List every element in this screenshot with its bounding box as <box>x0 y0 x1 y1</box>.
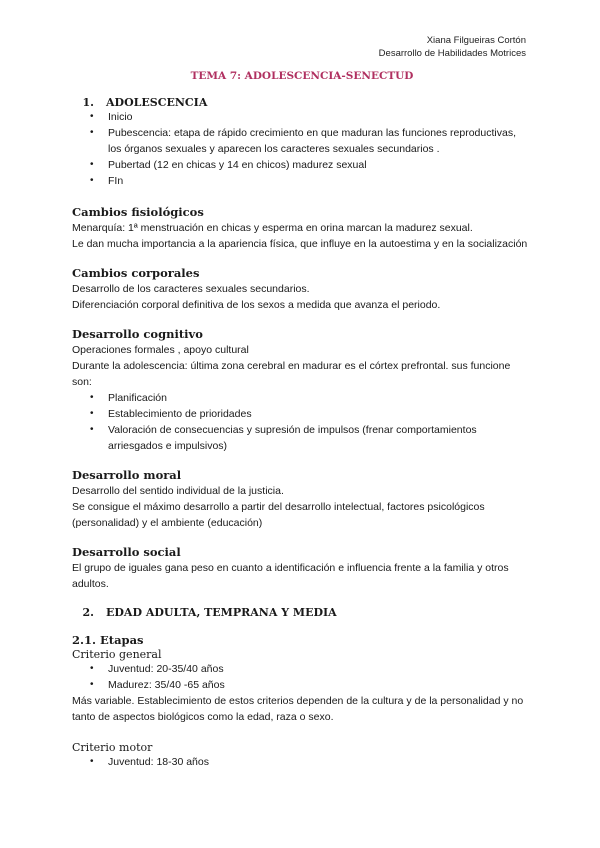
paragraph: Le dan mucha importancia a la apariencia física, que influye en la autoestima y en la socialización <box>72 238 528 250</box>
criterio-general-list <box>72 661 532 693</box>
cognitivo-list <box>72 390 532 454</box>
subject-name: Desarrollo de Habilidades Motrices <box>378 48 526 59</box>
list-item: • Inicio <box>72 109 532 125</box>
section-2-number: 2. <box>82 606 94 619</box>
section-2-heading <box>72 606 532 619</box>
list-item: • Planificación <box>72 390 532 406</box>
moral-heading: Desarrollo moral <box>72 468 182 482</box>
paragraph: Operaciones formales , apoyo cultural <box>72 344 249 356</box>
paragraph: Desarrollo del sentido individual de la justicia. <box>72 485 284 497</box>
section-1-title: ADOLESCENCIA <box>106 96 208 109</box>
page-header <box>379 34 526 60</box>
cognitivo-heading: Desarrollo cognitivo <box>72 327 203 341</box>
paragraph: Menarquía: 1ª menstruación en chicas y esperma en orina marcan la madurez sexual. <box>72 222 473 234</box>
list-item: • Juventud: 20-35/40 años <box>72 661 532 677</box>
list-item: • FIn <box>72 173 532 189</box>
list-item: • Pubescencia: etapa de rápido crecimiento en que maduran las funciones reproductivas, los órganos sexuales y aparecen los caracteres sexuales secundarios . <box>72 125 532 157</box>
author-name: Xiana Filgueiras Cortón <box>426 35 526 46</box>
social-heading: Desarrollo social <box>72 545 181 559</box>
list-item: • Valoración de consecuencias y supresión de impulsos (frenar comportamientos arriesgados e impulsivos) <box>72 422 532 454</box>
criterio-motor-list <box>72 754 532 770</box>
corporales-heading: Cambios corporales <box>72 266 200 280</box>
paragraph: Durante la adolescencia: última zona cerebral en madurar es el córtex prefrontal. sus funcione son: <box>72 360 511 388</box>
document-body <box>72 70 532 770</box>
list-item: • Establecimiento de prioridades <box>72 406 532 422</box>
paragraph: Se consigue el máximo desarrollo a partir del desarrollo intelectual, factores psicológicos (personalidad) y el ambiente (educación) <box>72 501 485 529</box>
section-1-heading <box>72 96 532 109</box>
list-item: • Madurez: 35/40 -65 años <box>72 677 532 693</box>
paragraph: Diferenciación corporal definitiva de los sexos a medida que avanza el periodo. <box>72 299 441 311</box>
criterio-general-label: Criterio general <box>72 648 162 661</box>
section-1-list <box>72 109 532 189</box>
fisiologicos-heading: Cambios fisiológicos <box>72 205 204 219</box>
section-1-number: 1. <box>82 96 94 109</box>
page-title: TEMA 7: ADOLESCENCIA-SENECTUD <box>190 70 414 82</box>
list-item: • Pubertad (12 en chicas y 14 en chicos) madurez sexual <box>72 157 532 173</box>
paragraph: Más variable. Establecimiento de estos criterios dependen de la cultura y de la personalidad y no tanto de aspectos biológicos como la edad, raza o sexo. <box>72 695 524 723</box>
section-2-title: EDAD ADULTA, TEMPRANA Y MEDIA <box>106 606 337 619</box>
criterio-motor-label: Criterio motor <box>72 741 153 754</box>
paragraph: El grupo de iguales gana peso en cuanto a identificación e influencia frente a la familia y otros adultos. <box>72 562 509 590</box>
list-item: • Juventud: 18-30 años <box>72 754 532 770</box>
paragraph: Desarrollo de los caracteres sexuales secundarios. <box>72 283 310 295</box>
etapas-heading: 2.1. Etapas <box>72 633 144 647</box>
